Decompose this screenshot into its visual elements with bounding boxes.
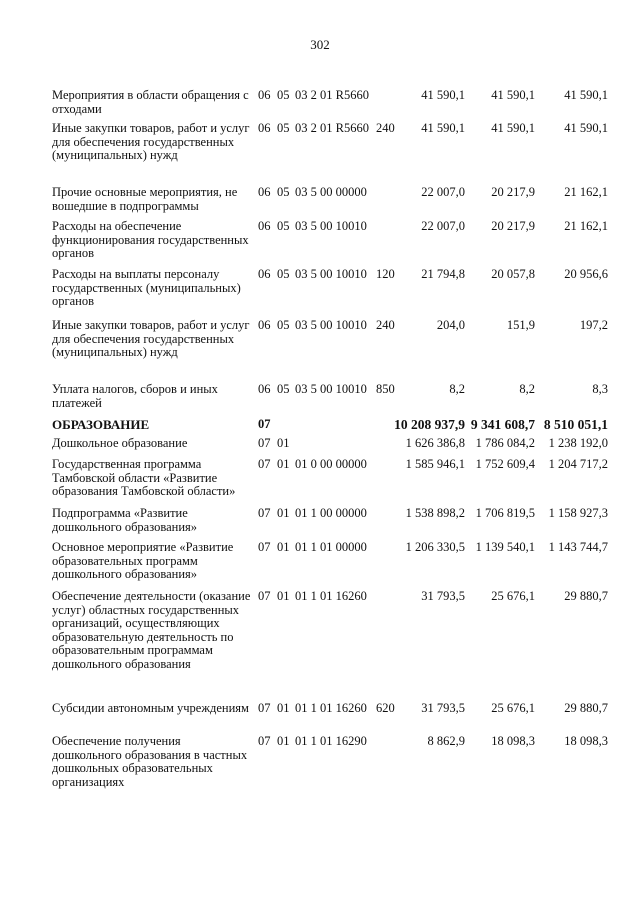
row-name: ОБРАЗОВАНИЕ — [52, 417, 150, 432]
row-value-2: 25 676,1 — [491, 701, 535, 715]
row-target: 03 5 00 10010 — [295, 382, 367, 396]
row-value-2: 18 098,3 — [491, 734, 535, 748]
row-name: Подпрограмма «Развитие дошкольного образования» — [52, 506, 198, 534]
row-subsection: 05 — [277, 267, 290, 281]
row-name: Обеспечение деятельности (оказание услуг) областных государственных организаций, осуществляющих образовательную деятельность по образовательным программам дошкольного образования — [52, 589, 251, 671]
row-target: 01 1 01 16260 — [295, 701, 367, 715]
row-section: 06 — [258, 185, 271, 199]
row-name: Прочие основные мероприятия, не вошедшие в подпрограммы — [52, 185, 238, 213]
row-value-2: 151,9 — [506, 318, 535, 332]
row-name: Дошкольное образование — [52, 436, 188, 450]
row-name: Основное мероприятие «Развитие образовательных программ дошкольного образования» — [52, 540, 234, 582]
row-target: 03 5 00 00000 — [295, 185, 367, 199]
row-expense-type: 850 — [376, 382, 395, 396]
row-subsection: 01 — [277, 734, 290, 748]
row-section: 06 — [258, 267, 271, 281]
row-subsection: 05 — [277, 219, 290, 233]
page-number: 302 — [310, 37, 330, 52]
row-name: Уплата налогов, сборов и иных платежей — [52, 382, 218, 410]
row-name: Расходы на обеспечение функционирования государственных органов — [52, 219, 249, 261]
row-value-1: 21 794,8 — [421, 267, 465, 281]
row-value-3: 29 880,7 — [564, 701, 608, 715]
row-value-2: 20 217,9 — [491, 219, 535, 233]
row-section: 07 — [258, 589, 271, 603]
row-target: 01 1 00 00000 — [295, 506, 367, 520]
row-value-3: 41 590,1 — [564, 88, 608, 102]
row-section: 06 — [258, 121, 271, 135]
row-section: 06 — [258, 382, 271, 396]
row-target: 01 1 01 16290 — [295, 734, 367, 748]
row-value-3: 1 158 927,3 — [548, 506, 608, 520]
row-name: Мероприятия в области обращения с отходами — [52, 88, 249, 116]
row-section: 06 — [258, 318, 271, 332]
row-target: 01 0 00 00000 — [295, 457, 367, 471]
row-value-2: 1 706 819,5 — [475, 506, 535, 520]
row-value-3: 197,2 — [579, 318, 608, 332]
row-target: 03 2 01 R5660 — [295, 88, 369, 102]
row-value-1: 204,0 — [436, 318, 465, 332]
row-value-2: 1 752 609,4 — [475, 457, 535, 471]
row-value-1: 8 862,9 — [427, 734, 465, 748]
row-target: 01 1 01 00000 — [295, 540, 367, 554]
row-target: 01 1 01 16260 — [295, 589, 367, 603]
row-value-3: 1 143 744,7 — [548, 540, 608, 554]
row-value-3: 21 162,1 — [564, 185, 608, 199]
row-value-3: 18 098,3 — [564, 734, 608, 748]
row-value-1: 22 007,0 — [421, 219, 465, 233]
row-section: 07 — [258, 734, 271, 748]
row-subsection: 01 — [277, 457, 290, 471]
row-section: 07 — [258, 457, 271, 471]
row-subsection: 05 — [277, 185, 290, 199]
row-section: 06 — [258, 219, 271, 233]
row-subsection: 01 — [277, 436, 290, 450]
row-value-1: 31 793,5 — [421, 701, 465, 715]
row-value-1: 8,2 — [449, 382, 465, 396]
row-value-2: 1 786 084,2 — [475, 436, 535, 450]
row-subsection: 01 — [277, 589, 290, 603]
row-name: Иные закупки товаров, работ и услуг для обеспечения государственных (муниципальных) нужд — [52, 121, 250, 163]
row-section: 07 — [258, 540, 271, 554]
row-target: 03 5 00 10010 — [295, 318, 367, 332]
row-value-1: 10 208 937,9 — [394, 417, 465, 432]
row-value-3: 29 880,7 — [564, 589, 608, 603]
row-subsection: 05 — [277, 121, 290, 135]
row-value-2: 41 590,1 — [491, 121, 535, 135]
row-value-2: 41 590,1 — [491, 88, 535, 102]
row-value-1: 1 206 330,5 — [405, 540, 465, 554]
row-value-3: 8 510 051,1 — [543, 417, 608, 432]
row-value-1: 1 626 386,8 — [405, 436, 465, 450]
row-value-3: 1 238 192,0 — [548, 436, 608, 450]
row-subsection: 05 — [277, 382, 290, 396]
row-value-2: 1 139 540,1 — [475, 540, 535, 554]
row-expense-type: 240 — [376, 318, 395, 332]
row-subsection: 05 — [277, 88, 290, 102]
row-value-2: 20 217,9 — [491, 185, 535, 199]
row-target: 03 5 00 10010 — [295, 219, 367, 233]
row-expense-type: 240 — [376, 121, 395, 135]
row-section: 07 — [258, 506, 271, 520]
row-value-3: 20 956,6 — [564, 267, 608, 281]
row-value-1: 1 585 946,1 — [405, 457, 465, 471]
row-value-3: 1 204 717,2 — [548, 457, 608, 471]
row-value-2: 8,2 — [519, 382, 535, 396]
row-value-3: 41 590,1 — [564, 121, 608, 135]
row-value-2: 20 057,8 — [491, 267, 535, 281]
row-expense-type: 620 — [376, 701, 395, 715]
row-target: 03 2 01 R5660 — [295, 121, 369, 135]
row-value-3: 21 162,1 — [564, 219, 608, 233]
row-subsection: 05 — [277, 318, 290, 332]
row-value-1: 41 590,1 — [421, 121, 465, 135]
row-name: Субсидии автономным учреждениям — [52, 701, 249, 715]
row-section: 07 — [258, 417, 271, 431]
row-name: Обеспечение получения дошкольного образования в частных дошкольных образовательных организациях — [52, 734, 248, 789]
row-target: 03 5 00 10010 — [295, 267, 367, 281]
row-value-3: 8,3 — [592, 382, 608, 396]
row-subsection: 01 — [277, 540, 290, 554]
row-section: 07 — [258, 436, 271, 450]
row-section: 06 — [258, 88, 271, 102]
row-name: Расходы на выплаты персоналу государственных (муниципальных) органов — [52, 267, 241, 309]
row-section: 07 — [258, 701, 271, 715]
row-subsection: 01 — [277, 701, 290, 715]
row-subsection: 01 — [277, 506, 290, 520]
row-value-2: 25 676,1 — [491, 589, 535, 603]
row-name: Иные закупки товаров, работ и услуг для обеспечения государственных (муниципальных) нужд — [52, 318, 250, 360]
row-expense-type: 120 — [376, 267, 395, 281]
row-value-1: 1 538 898,2 — [405, 506, 465, 520]
row-value-1: 22 007,0 — [421, 185, 465, 199]
row-value-2: 9 341 608,7 — [470, 417, 535, 432]
row-value-1: 31 793,5 — [421, 589, 465, 603]
row-name: Государственная программа Тамбовской области «Развитие образования Тамбовской области» — [52, 457, 236, 499]
row-value-1: 41 590,1 — [421, 88, 465, 102]
